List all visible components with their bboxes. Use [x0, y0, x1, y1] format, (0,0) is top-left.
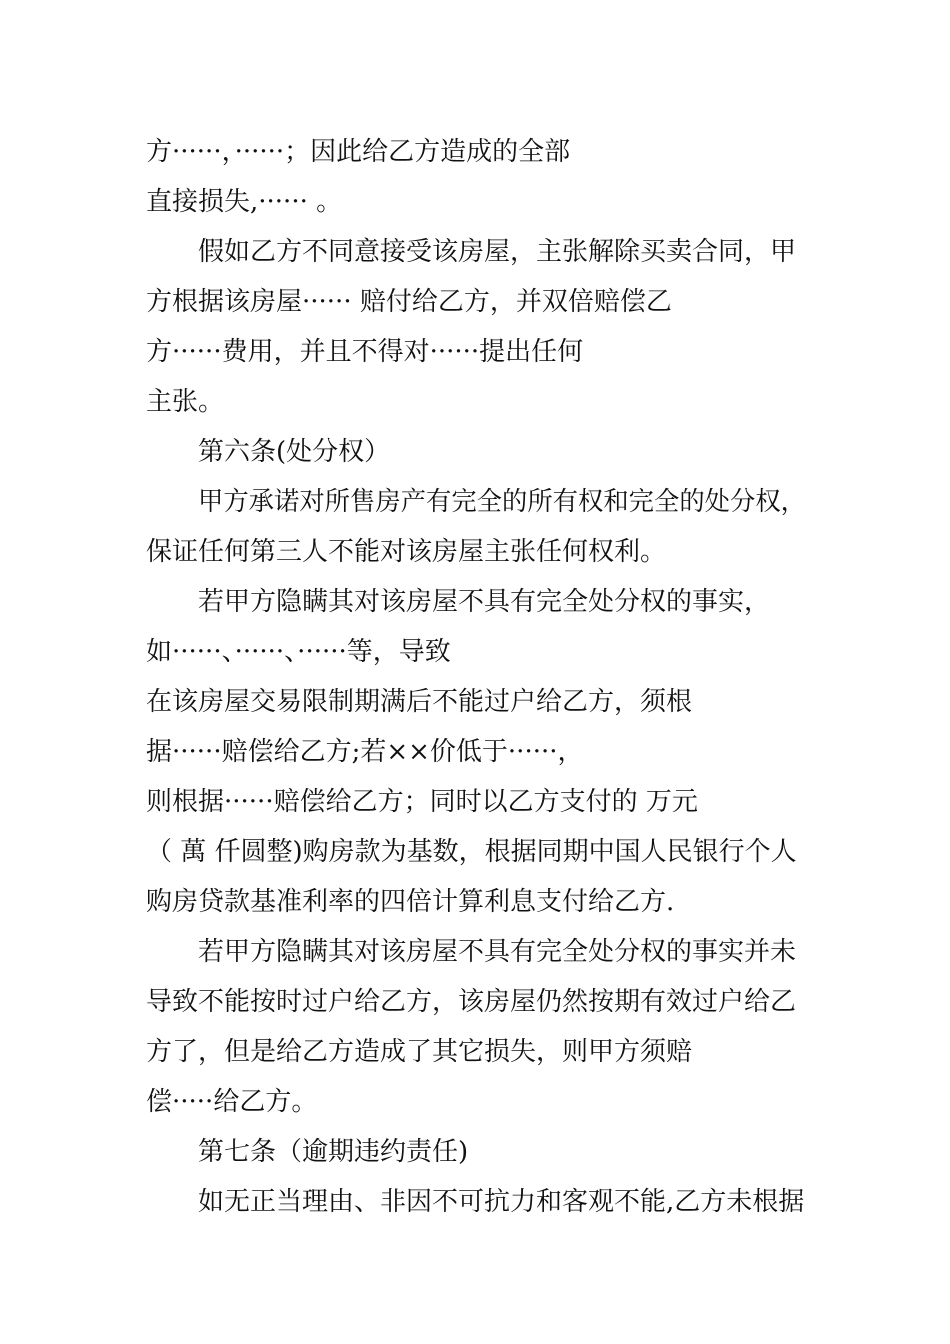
text-line: 导致不能按时过户给乙方，该房屋仍然按期有效过户给乙 [146, 987, 797, 1017]
text-line: 保证任何第三人不能对该房屋主张任何权利。 [146, 537, 667, 567]
text-line: 如无正当理由、非因不可抗力和客观不能,乙方未根据 [198, 1187, 805, 1217]
text-line: 主张。 [146, 387, 225, 417]
text-line: 方······，······；因此给乙方造成的全部 [146, 137, 571, 167]
text-line: 偿·····给乙方。 [146, 1087, 318, 1117]
text-line: 如······、······、······等，导致 [146, 637, 451, 667]
text-line: 方根据该房屋······ 赔付给乙方，并双倍赔偿乙 [146, 287, 672, 317]
text-line: 在该房屋交易限制期满后不能过户给乙方，须根 [146, 687, 693, 717]
text-line: 据······赔偿给乙方;若××价低于······， [146, 737, 584, 767]
text-line: （ 萬 仟圆整)购房款为基数，根据同期中国人民银行个人 [146, 837, 797, 867]
section-heading: 第七条（逾期违约责任) [198, 1137, 469, 1167]
text-line: 则根据······赔偿给乙方；同时以乙方支付的 万元 [146, 787, 698, 817]
text-line: 直接损失,······ 。 [146, 187, 343, 217]
text-line: 方······费用，并且不得对······提出任何 [146, 337, 584, 367]
text-line: 方了，但是给乙方造成了其它损失，则甲方须赔 [146, 1037, 693, 1067]
text-line: 假如乙方不同意接受该房屋，主张解除买卖合同，甲 [198, 237, 797, 267]
text-line: 若甲方隐瞒其对该房屋不具有完全处分权的事实， [198, 587, 771, 617]
text-line: 若甲方隐瞒其对该房屋不具有完全处分权的事实并未 [198, 937, 797, 967]
text-line: 甲方承诺对所售房产有完全的所有权和完全的处分权， [198, 487, 807, 517]
section-heading: 第六条(处分权） [198, 437, 391, 467]
text-line: 购房贷款基准利率的四倍计算利息支付给乙方. [146, 887, 675, 917]
